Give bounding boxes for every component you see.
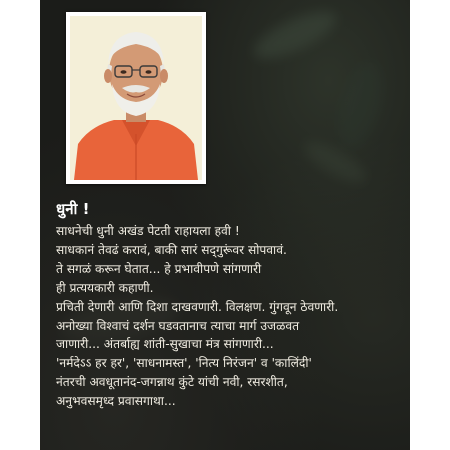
blurb-line: प्रचिती देणारी आणि दिशा दाखवणारी. विलक्षण. गुंगवून ठेवणारी. bbox=[56, 299, 339, 314]
background-texture bbox=[329, 56, 391, 153]
blurb-line: ते सगळं करून घेतात... हे प्रभावीपणे सांगणारी bbox=[56, 261, 262, 276]
blurb-line: 'नर्मदेऽऽ हर हर', 'साधनामस्त', 'नित्य निरंजन' व 'कालिंदी' bbox=[56, 356, 312, 371]
blurb-line: नंतरची अवधूतानंद-जगन्नाथ कुंटे यांची नवी, रसरशीत, bbox=[56, 375, 288, 390]
author-photo-frame bbox=[66, 12, 206, 184]
blurb-line: जाणारी... अंतर्बाह्य शांती-सुखाचा मंत्र सांगणारी... bbox=[56, 337, 274, 352]
blurb-line: साधनेची धुनी अखंड पेटती राहायला हवी ! bbox=[56, 224, 240, 238]
blurb-heading: धुनी ! bbox=[56, 200, 90, 218]
blurb-text bbox=[56, 198, 406, 411]
blurb-line: अनुभवसमृध्द प्रवासगाथा... bbox=[56, 394, 176, 409]
blurb-line: साधकानं तेवढं करावं, बाकी सारं सद्‌गुरूंवर सोपवावं. bbox=[56, 242, 287, 257]
background-texture bbox=[248, 2, 342, 67]
blurb-line: अनोख्या विश्वाचं दर्शन घडवतानाच त्याचा मार्ग उजळवत bbox=[56, 318, 300, 333]
author-photo bbox=[70, 16, 202, 180]
blurb-line: ही प्रत्ययकारी कहाणी. bbox=[56, 280, 154, 295]
author-portrait-image bbox=[70, 16, 202, 180]
book-back-cover bbox=[40, 0, 410, 450]
